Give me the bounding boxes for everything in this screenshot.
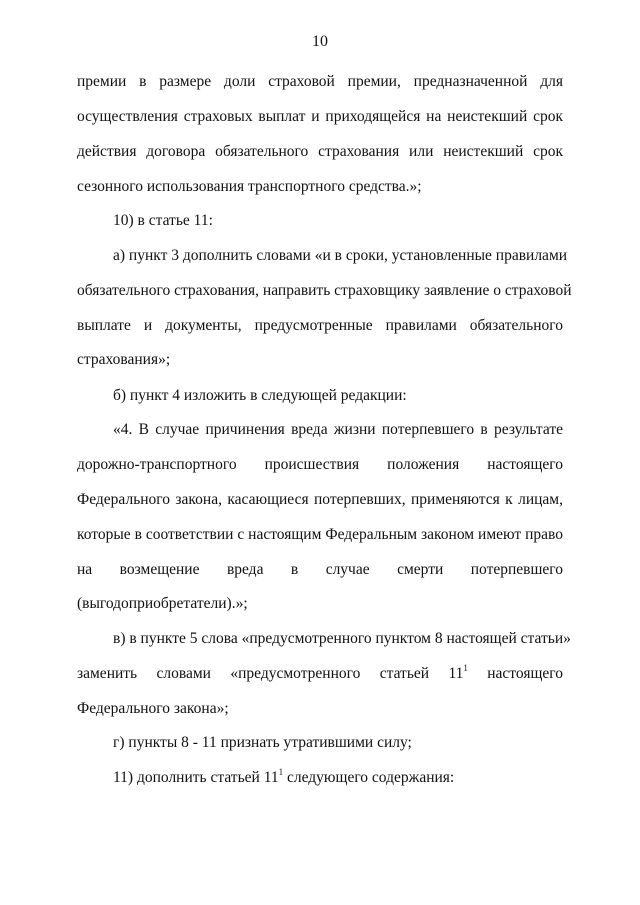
text-segment: 11) дополнить статьей 11 (113, 769, 279, 786)
text-line-with-superscript (113, 768, 563, 788)
text-line: (выгодоприобретатели).»; (77, 595, 248, 612)
text-line: выплате и документы, предусмотренные правилами обязательного (77, 317, 563, 334)
text-line: на возмещение вреда в случае смерти потерпевшего (77, 561, 563, 578)
text-line: г) пункты 8 - 11 признать утратившими силу; (113, 734, 412, 751)
text-line: Федерального закона, касающиеся потерпевших, применяются к лицам, (77, 491, 563, 508)
text-line: Федерального закона»; (77, 700, 229, 717)
text-segment: следующего содержания: (283, 769, 455, 786)
text-line: страхования»; (77, 351, 171, 368)
text-line: премии в размере доли страховой премии, предназначенной для (77, 73, 563, 90)
text-line: которые в соответствии с настоящим Федеральным законом имеют право (77, 526, 563, 543)
text-line: осуществления страховых выплат и приходящейся на неистекший срок (77, 108, 563, 125)
text-line: «4. В случае причинения вреда жизни потерпевшего в результате (113, 421, 563, 438)
text-segment: заменить словами «предусмотренного статьей 11 (77, 665, 464, 682)
text-segment: настоящего (467, 665, 564, 682)
text-line: обязательного страхования, направить страховщику заявление о страховой (77, 282, 572, 299)
text-line: сезонного использования транспортного средства.»; (77, 178, 422, 195)
text-line: действия договора обязательного страхования или неистекший срок (77, 143, 563, 160)
text-line: б) пункт 4 изложить в следующей редакции: (113, 387, 407, 404)
superscript: 1 (278, 767, 284, 777)
text-line-with-superscript (77, 664, 563, 684)
superscript: 1 (463, 663, 468, 673)
text-line: в) в пункте 5 слова «предусмотренного пунктом 8 настоящей статьи» (113, 630, 571, 647)
page-number: 10 (312, 33, 328, 50)
text-line: дорожно-транспортного происшествия положения настоящего (77, 456, 563, 473)
text-line: 10) в статье 11: (113, 212, 213, 229)
text-line: а) пункт 3 дополнить словами «и в сроки, установленные правилами (113, 247, 568, 264)
